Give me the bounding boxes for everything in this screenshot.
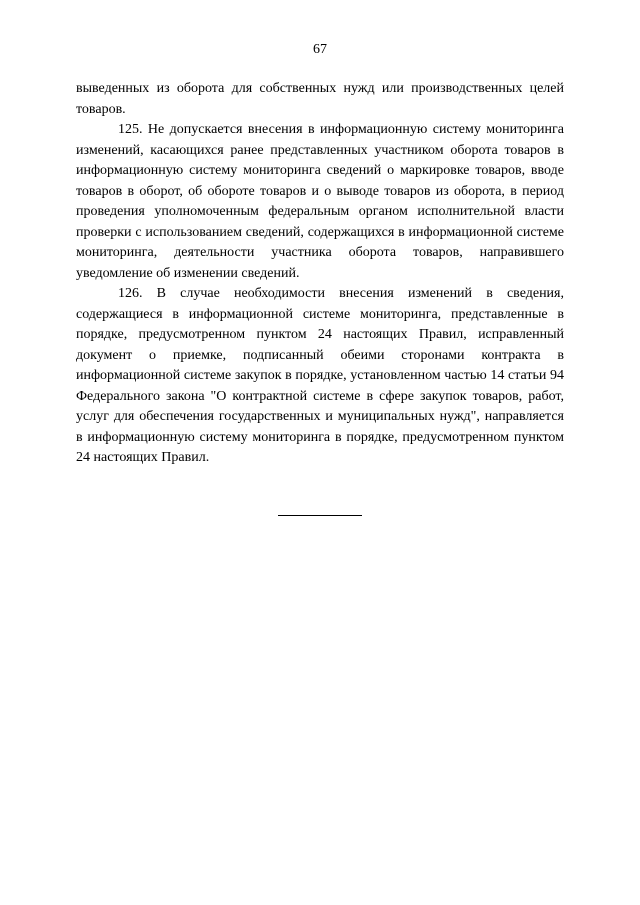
- document-body: [76, 79, 564, 469]
- page-number: 67: [313, 42, 327, 57]
- paragraph-125: 125. Не допускается внесения в информационную систему мониторинга изменений, касающихся ранее представленных участником оборота товаров в информационную систему мониторинга сведений о маркировке товаров, вводе товаров в оборот, об обороте товаров и о выводе товаров из оборота, в период проведения уполномоченным федеральным органом исполнительной власти проверки с использованием сведений, содержащихся в информационной системе мониторинга, деятельности участника оборота товаров, направившего уведомление об изменении сведений.: [76, 122, 564, 281]
- paragraph-continuation: выведенных из оборота для собственных нужд или производственных целей товаров.: [76, 81, 564, 117]
- paragraph-126: 126. В случае необходимости внесения изменений в сведения, содержащиеся в информационной системе мониторинга, представленные в порядке, предусмотренном пунктом 24 настоящих Правил, исправленный документ о приемке, подписанный обеими сторонами контракта в информационной системе закупок в порядке, установленном частью 14 статьи 94 Федерального закона "О контрактной системе в сфере закупок товаров, работ, услуг для обеспечения государственных и муниципальных нужд", направляется в информационную систему мониторинга в порядке, предусмотренном пунктом 24 настоящих Правил.: [76, 286, 564, 465]
- end-of-document-rule: [278, 515, 362, 516]
